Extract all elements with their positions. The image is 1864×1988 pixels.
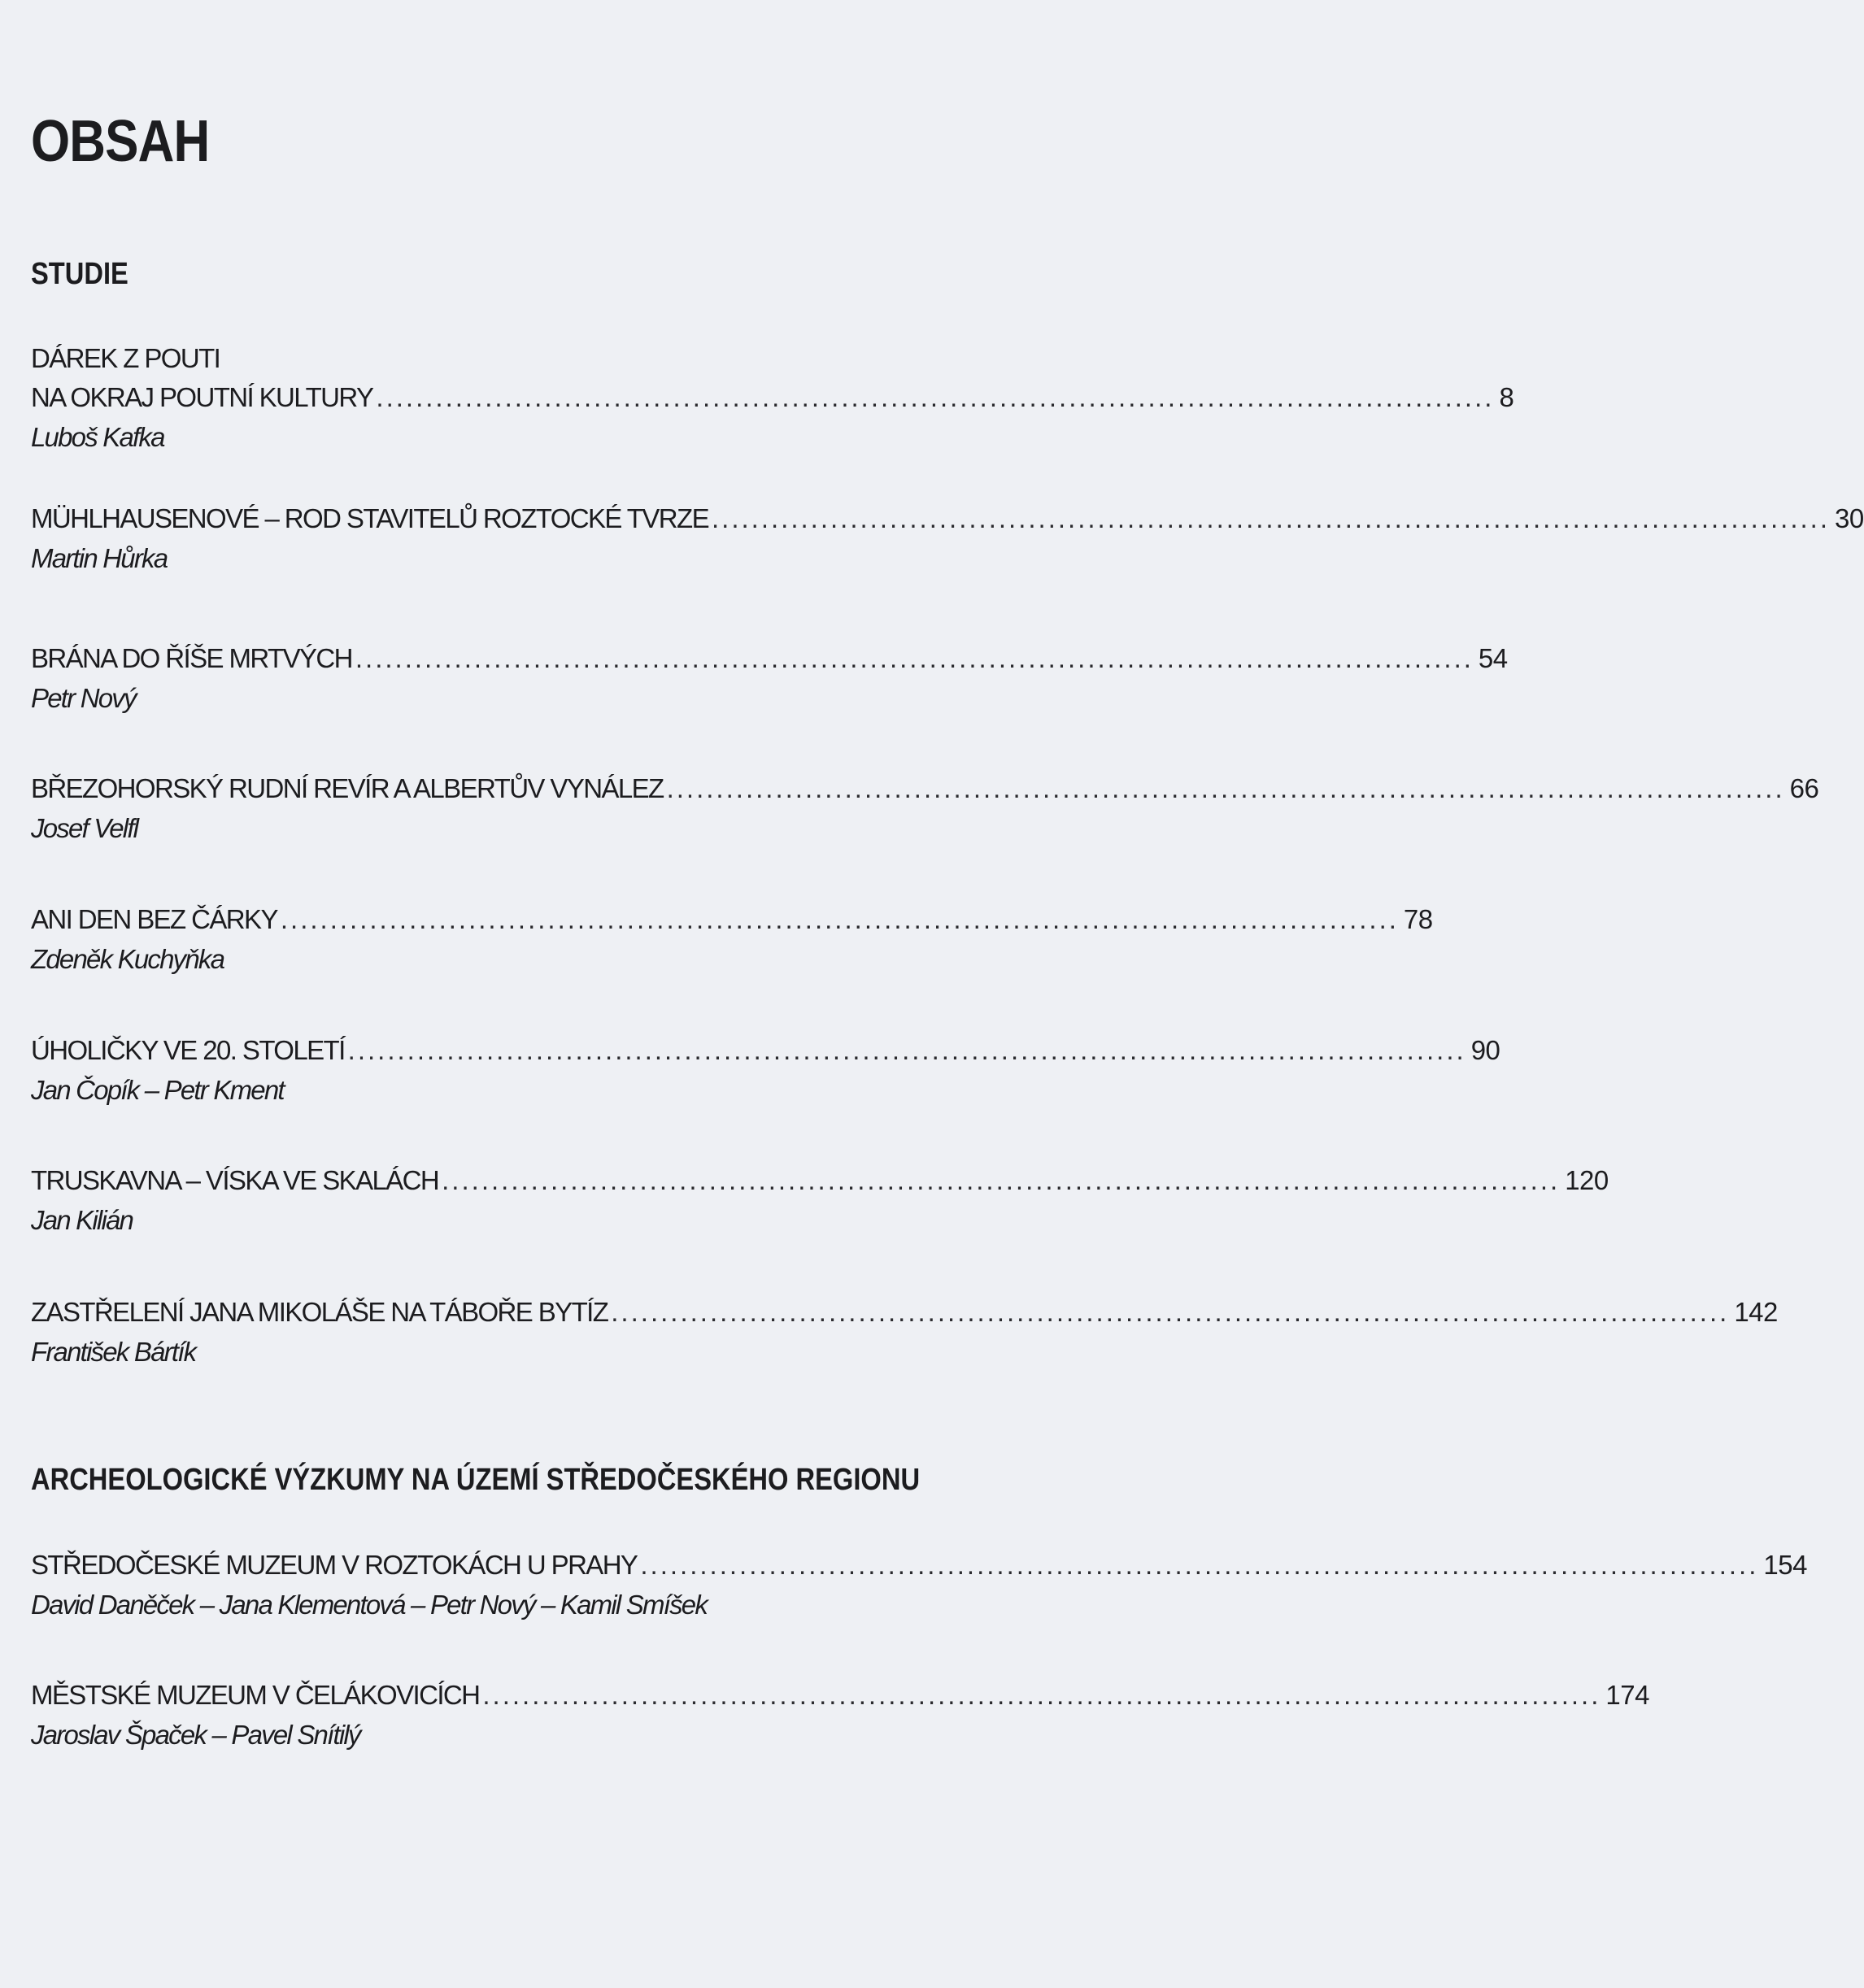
toc-entry[interactable] <box>31 339 1514 458</box>
page-number: 120 <box>1565 1165 1609 1195</box>
page-number: 154 <box>1763 1550 1807 1580</box>
dot-leader: ................................................................................................................. <box>711 503 1831 533</box>
entry-authors: Petr Nový <box>31 683 136 713</box>
page-number: 8 <box>1499 382 1514 412</box>
entry-authors: Martin Hůrka <box>31 543 168 573</box>
toc-entry[interactable] <box>31 1546 1807 1625</box>
entry-authors: Zdeněk Kuchyňka <box>31 944 224 974</box>
page-number: 142 <box>1734 1297 1778 1327</box>
dot-leader: ................................................................................................................. <box>611 1297 1730 1327</box>
dot-leader: ................................................................................................................. <box>442 1165 1561 1195</box>
entry-title: TRUSKAVNA – VÍSKA VE SKALÁCH <box>31 1165 439 1195</box>
entry-title: BŘEZOHORSKÝ RUDNÍ REVÍR A ALBERTŮV VYNÁLEZ <box>31 773 664 803</box>
toc-entry[interactable] <box>31 1161 1609 1241</box>
entry-authors: Jan Kilián <box>31 1205 133 1235</box>
entry-authors: Luboš Kafka <box>31 422 164 452</box>
toc-entry[interactable] <box>31 639 1508 719</box>
toc-entry[interactable] <box>31 1031 1500 1111</box>
entry-title: STŘEDOČESKÉ MUZEUM V ROZTOKÁCH U PRAHY <box>31 1550 638 1580</box>
entry-title-line <box>31 639 1508 678</box>
page-number: 174 <box>1605 1680 1649 1710</box>
entry-title: ÚHOLIČKY VE 20. STOLETÍ <box>31 1035 345 1065</box>
entry-title: BRÁNA DO ŘÍŠE MRTVÝCH <box>31 643 352 673</box>
entry-authors: David Daněček – Jana Klementová – Petr Nový – Kamil Smíšek <box>31 1590 708 1620</box>
dot-leader: ................................................................................................................. <box>347 1035 1466 1065</box>
entry-title: DÁREK Z POUTI <box>31 343 220 373</box>
dot-leader: ................................................................................................................. <box>640 1550 1759 1580</box>
toc-entry[interactable] <box>31 900 1433 980</box>
entry-title-line <box>31 1293 1778 1332</box>
entry-title-line <box>31 378 1514 417</box>
entry-title-line <box>31 1031 1500 1070</box>
entry-title: MÜHLHAUSENOVÉ – ROD STAVITELŮ ROZTOCKÉ TVRZE <box>31 503 708 533</box>
entry-title-line <box>31 769 1819 808</box>
toc-entry[interactable] <box>31 1676 1649 1755</box>
dot-leader: ................................................................................................................. <box>280 904 1399 934</box>
entry-authors: Josef Velfl <box>31 813 138 843</box>
entry-title-line <box>31 339 1122 378</box>
entry-title-line <box>31 1546 1807 1585</box>
section-heading-archeologicke-vyzkumy: ARCHEOLOGICKÉ VÝZKUMY NA ÚZEMÍ STŘEDOČESKÉHO REGIONU <box>31 1463 921 1497</box>
entry-title-line <box>31 499 1864 538</box>
toc-entry[interactable] <box>31 1293 1778 1372</box>
dot-leader: ................................................................................................................. <box>482 1680 1601 1710</box>
entry-title-line <box>31 1161 1609 1200</box>
page-number: 30 <box>1835 503 1864 533</box>
toc-entry[interactable] <box>31 499 1864 579</box>
page-number: 54 <box>1478 643 1508 673</box>
page-number: 66 <box>1789 773 1819 803</box>
entry-authors: Jaroslav Špaček – Pavel Snítilý <box>31 1720 360 1750</box>
entry-title: ANI DEN BEZ ČÁRKY <box>31 904 277 934</box>
entry-title: ZASTŘELENÍ JANA MIKOLÁŠE NA TÁBOŘE BYTÍZ <box>31 1297 608 1327</box>
dot-leader: ................................................................................................................. <box>666 773 1785 803</box>
page-number: 78 <box>1403 904 1433 934</box>
entry-title: NA OKRAJ POUTNÍ KULTURY <box>31 382 373 412</box>
entry-authors: Jan Čopík – Petr Kment <box>31 1075 284 1105</box>
entry-title: MĚSTSKÉ MUZEUM V ČELÁKOVICÍCH <box>31 1680 480 1710</box>
section-heading-studie: STUDIE <box>31 257 128 291</box>
toc-entry[interactable] <box>31 769 1819 849</box>
entry-title-line <box>31 1676 1649 1715</box>
dot-leader: ................................................................................................................. <box>376 382 1495 412</box>
entry-authors: František Bártík <box>31 1337 196 1367</box>
table-of-contents-page <box>31 0 1864 1988</box>
entry-title-line <box>31 900 1433 939</box>
dot-leader: ................................................................................................................. <box>355 643 1474 673</box>
page-title: OBSAH <box>31 109 210 174</box>
page-number: 90 <box>1470 1035 1500 1065</box>
